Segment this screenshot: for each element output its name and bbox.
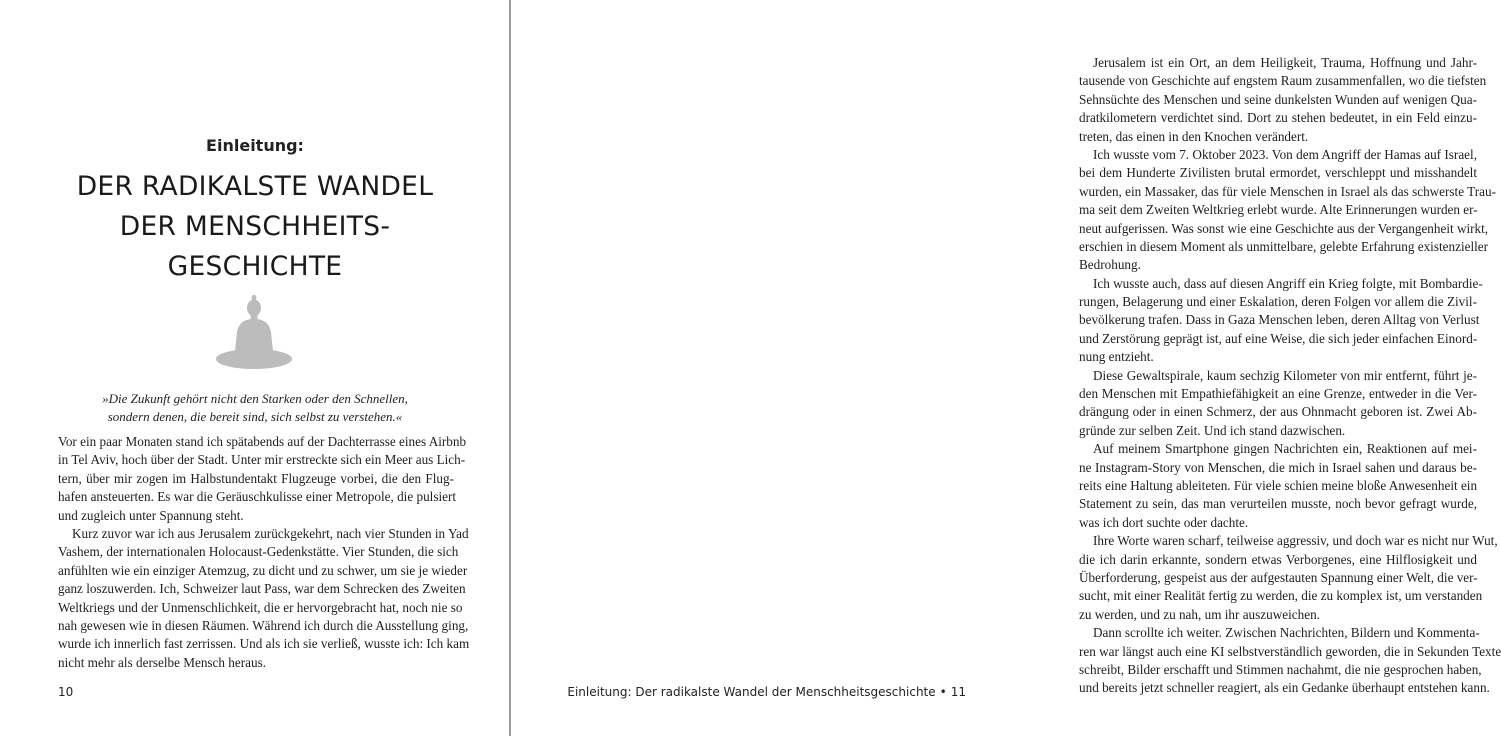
text-line: tausende von Geschichte auf engstem Raum zusammenfallen, wo die tiefsten	[1079, 73, 1487, 89]
text-line: gründe zur selben Zeit. Und ich stand dazwischen.	[1079, 422, 1346, 438]
text-line: Ich wusste vom 7. Oktober 2023. Von dem Angriff der Hamas auf Israel,	[1093, 146, 1477, 162]
chapter-title-line: DER RADIKALSTE WANDEL	[76, 171, 434, 202]
text-line: Sehnsüchte des Menschen und seine dunkelsten Wunden auf wenigen Qua-	[1079, 91, 1477, 107]
text-line: Ihre Worte waren scharf, teilweise aggressiv, und doch war es nicht nur Wut,	[1093, 533, 1498, 549]
text-line: den Menschen mit Empathiefähigkeit an eine Grenze, entweder in die Ver-	[1079, 386, 1477, 402]
text-line: reits eine Haltung ableiteten. Für viele schien meine bloße Anwesenheit ein	[1079, 477, 1478, 493]
text-line: schreibt, Bilder erschafft und Stimmen nachahmt, die nie gesprochen haben,	[1079, 661, 1482, 677]
epigraph-line: sondern denen, die bereit sind, sich selbst zu verstehen.«	[107, 409, 403, 424]
text-line: ganz loszuwerden. Ich, Schweizer laut Pass, war dem Schrecken des Zweiten	[58, 581, 466, 597]
text-line: drängung oder in einen Schmerz, der aus Ohnmacht geboren ist. Zwei Ab-	[1079, 404, 1477, 420]
text-line: Dann scrollte ich weiter. Zwischen Nachrichten, Bildern und Kommenta-	[1093, 625, 1480, 641]
text-line: Ich wusste auch, dass auf diesen Angriff ein Krieg folgte, mit Bombardie-	[1093, 275, 1483, 291]
separator-bullet: •	[939, 685, 947, 699]
text-line: anfühlten wie ein einziger Atemzug, zu dicht und zu schwer, um sie je wieder	[58, 562, 468, 578]
text-line: Auf meinem Smartphone gingen Nachrichten ein, Reaktionen auf mei-	[1093, 441, 1477, 457]
epigraph-line: »Die Zukunft gehört nicht den Starken oder den Schnellen,	[102, 391, 408, 406]
right-page	[511, 0, 1501, 736]
text-line: nah gewesen wie in diesen Räumen. Während ich durch die Ausstellung ging,	[58, 617, 469, 633]
text-line: und bereits jetzt schneller reagiert, als ein Gedanke überhaupt entstehen kann.	[1079, 680, 1490, 696]
text-line: treten, das einen in den Knochen verändert.	[1079, 128, 1309, 144]
text-line: Kurz zuvor war ich aus Jerusalem zurückgekehrt, nach vier Stunden in Yad	[72, 525, 469, 541]
text-line: dratkilometern verdichtet sind. Dort zu stehen bedeutet, in ein Feld einzu-	[1079, 110, 1477, 126]
epigraph	[60, 390, 450, 426]
text-line: zu werden, und zu nah, um ihr auszuweichen.	[1079, 606, 1320, 622]
text-line: neut aufgerissen. Was sonst wie eine Geschichte aus der Vergangenheit wirkt,	[1079, 220, 1489, 236]
text-line: rungen, Belagerung und einer Eskalation, deren Folgen vor allem die Zivil-	[1079, 294, 1477, 310]
text-line: bevölkerung trafen. Dass in Gaza Menschen leben, deren Alltag von Verlust	[1079, 312, 1480, 328]
page-number-right: 11	[950, 685, 966, 699]
text-line: ne Instagram-Story von Menschen, die mich in Israel sahen und daraus be-	[1079, 459, 1477, 475]
text-line: Diese Gewaltspirale, kaum sechzig Kilometer von mir entfernt, führt je-	[1093, 367, 1477, 383]
text-line: Vor ein paar Monaten stand ich spätabends auf der Dachterrasse eines Airbnb	[58, 434, 467, 449]
chapter-title-line: DER MENSCHHEITS-	[119, 211, 391, 242]
running-head: Einleitung: Der radikalste Wandel der Menschheitsgeschichte	[567, 685, 936, 699]
chapter-label: Einleitung:	[206, 136, 304, 155]
text-line: Jerusalem ist ein Ort, an dem Heiligkeit, Trauma, Hoffnung und Jahr-	[1093, 55, 1477, 70]
body-text	[58, 433, 470, 672]
text-line: tern, über mir zogen im Halbstundentakt Flugzeuge vorbei, die den Flug-	[58, 470, 454, 486]
text-line: Weltkriegs und der Unmenschlichkeit, die er hervorgebracht hat, noch nie so	[58, 599, 463, 615]
body-text	[1079, 54, 1501, 698]
page-number-left: 10	[58, 685, 74, 699]
chapter-title	[40, 167, 470, 287]
text-line: und Zerstörung geprägt ist, auf eine Weise, die sich jeder einfachen Einord-	[1079, 330, 1478, 346]
text-line: wurden, ein Massaker, das für viele Menschen in Israel als das schwerste Trau-	[1079, 183, 1496, 199]
text-line: Statement zu sein, das man verurteilen musste, noch bevor gefragt wurde,	[1079, 496, 1477, 512]
left-page	[0, 0, 509, 736]
chapter-title-line: GESCHICHTE	[167, 251, 343, 282]
text-line: Bedrohung.	[1079, 257, 1141, 273]
text-line: sucht, mit einer Realität fertig zu werden, die zu komplex ist, um verstanden	[1079, 588, 1483, 604]
text-line: hafen ansteuerten. Es war die Geräuschkulisse einer Metropole, die pulsiert	[58, 489, 457, 505]
text-line: nung entzieht.	[1079, 349, 1154, 365]
text-line: nicht mehr als derselbe Mensch heraus.	[58, 654, 266, 670]
text-line: Vashem, der internationalen Holocaust-Gedenkstätte. Vier Stunden, die sich	[58, 544, 459, 560]
text-line: die ich darin erkannte, sondern etwas Verborgenes, eine Hilflosigkeit und	[1079, 551, 1477, 567]
text-line: Überforderung, gespeist aus der aufgestauten Spannung einer Welt, die ver-	[1079, 569, 1478, 585]
text-line: was ich dort suchte oder dachte.	[1079, 514, 1249, 530]
text-line: bei dem Hunderte Zivilisten brutal ermordet, verschleppt und misshandelt	[1079, 165, 1477, 181]
text-line: wurde ich innerlich fast zerrissen. Und als ich sie verließ, wusste ich: Ich kam	[58, 636, 470, 652]
running-footer	[567, 685, 966, 699]
text-line: ren war längst auch eine KI selbstverständlich geworden, die in Sekunden Texte	[1079, 643, 1501, 659]
meditating-buddha-icon	[212, 291, 296, 375]
text-line: und zugleich unter Spannung steht.	[58, 507, 244, 523]
text-line: in Tel Aviv, hoch über der Stadt. Unter mir erstreckte sich ein Meer aus Lich-	[58, 452, 466, 468]
text-line: ma seit dem Zweiten Weltkrieg erlebt wurde. Alte Erinnerungen wurden er-	[1079, 202, 1478, 218]
text-line: erschien in diesem Moment als unmittelbare, gelebte Erfahrung existenzieller	[1079, 238, 1489, 254]
